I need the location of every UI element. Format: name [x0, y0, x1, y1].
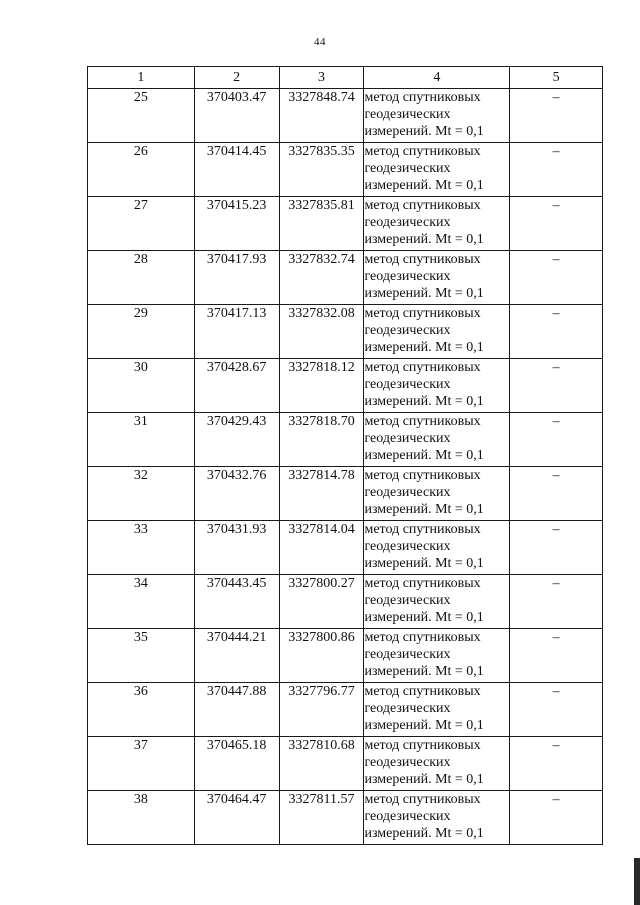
point-number-cell: 30 [88, 359, 195, 413]
method-cell: метод спутниковых геодезических измерений. Mt = 0,1 [364, 359, 510, 413]
point-number-cell: 36 [88, 683, 195, 737]
y-coordinate-cell: 3327796.77 [279, 683, 364, 737]
coordinates-table [87, 66, 603, 845]
method-cell: метод спутниковых геодезических измерений. Mt = 0,1 [364, 251, 510, 305]
point-number-cell: 35 [88, 629, 195, 683]
column-header-1: 1 [88, 67, 195, 89]
y-coordinate-cell: 3327811.57 [279, 791, 364, 845]
table-row [88, 521, 603, 575]
x-coordinate-cell: 370431.93 [194, 521, 279, 575]
method-cell: метод спутниковых геодезических измерений. Mt = 0,1 [364, 521, 510, 575]
y-coordinate-cell: 3327832.08 [279, 305, 364, 359]
method-cell: метод спутниковых геодезических измерений. Mt = 0,1 [364, 143, 510, 197]
y-coordinate-cell: 3327818.70 [279, 413, 364, 467]
scan-edge-mark [634, 858, 640, 905]
method-cell: метод спутниковых геодезических измерений. Mt = 0,1 [364, 197, 510, 251]
method-cell: метод спутниковых геодезических измерений. Mt = 0,1 [364, 737, 510, 791]
point-number-cell: 33 [88, 521, 195, 575]
method-cell: метод спутниковых геодезических измерений. Mt = 0,1 [364, 683, 510, 737]
point-number-cell: 38 [88, 791, 195, 845]
x-coordinate-cell: 370429.43 [194, 413, 279, 467]
table-row [88, 737, 603, 791]
table-row [88, 305, 603, 359]
page-number: 44 [314, 36, 326, 48]
method-cell: метод спутниковых геодезических измерений. Mt = 0,1 [364, 791, 510, 845]
x-coordinate-cell: 370465.18 [194, 737, 279, 791]
note-cell: – [510, 359, 603, 413]
x-coordinate-cell: 370417.93 [194, 251, 279, 305]
point-number-cell: 27 [88, 197, 195, 251]
point-number-cell: 37 [88, 737, 195, 791]
note-cell: – [510, 143, 603, 197]
point-number-cell: 25 [88, 89, 195, 143]
point-number-cell: 29 [88, 305, 195, 359]
column-header-4: 4 [364, 67, 510, 89]
note-cell: – [510, 305, 603, 359]
note-cell: – [510, 251, 603, 305]
table-row [88, 359, 603, 413]
y-coordinate-cell: 3327814.04 [279, 521, 364, 575]
note-cell: – [510, 413, 603, 467]
table-row [88, 683, 603, 737]
note-cell: – [510, 521, 603, 575]
y-coordinate-cell: 3327818.12 [279, 359, 364, 413]
table-row [88, 575, 603, 629]
y-coordinate-cell: 3327800.86 [279, 629, 364, 683]
point-number-cell: 34 [88, 575, 195, 629]
method-cell: метод спутниковых геодезических измерений. Mt = 0,1 [364, 629, 510, 683]
table-row [88, 251, 603, 305]
x-coordinate-cell: 370415.23 [194, 197, 279, 251]
y-coordinate-cell: 3327814.78 [279, 467, 364, 521]
x-coordinate-cell: 370432.76 [194, 467, 279, 521]
note-cell: – [510, 791, 603, 845]
table-body [88, 89, 603, 845]
point-number-cell: 32 [88, 467, 195, 521]
x-coordinate-cell: 370428.67 [194, 359, 279, 413]
x-coordinate-cell: 370414.45 [194, 143, 279, 197]
column-header-2: 2 [194, 67, 279, 89]
method-cell: метод спутниковых геодезических измерений. Mt = 0,1 [364, 575, 510, 629]
note-cell: – [510, 575, 603, 629]
x-coordinate-cell: 370464.47 [194, 791, 279, 845]
note-cell: – [510, 467, 603, 521]
note-cell: – [510, 89, 603, 143]
y-coordinate-cell: 3327810.68 [279, 737, 364, 791]
method-cell: метод спутниковых геодезических измерений. Mt = 0,1 [364, 467, 510, 521]
note-cell: – [510, 197, 603, 251]
x-coordinate-cell: 370447.88 [194, 683, 279, 737]
y-coordinate-cell: 3327800.27 [279, 575, 364, 629]
y-coordinate-cell: 3327848.74 [279, 89, 364, 143]
table-row [88, 143, 603, 197]
table-row [88, 413, 603, 467]
note-cell: – [510, 737, 603, 791]
point-number-cell: 26 [88, 143, 195, 197]
note-cell: – [510, 683, 603, 737]
column-header-3: 3 [279, 67, 364, 89]
table-row [88, 791, 603, 845]
method-cell: метод спутниковых геодезических измерений. Mt = 0,1 [364, 305, 510, 359]
table-row [88, 89, 603, 143]
y-coordinate-cell: 3327835.35 [279, 143, 364, 197]
x-coordinate-cell: 370444.21 [194, 629, 279, 683]
method-cell: метод спутниковых геодезических измерений. Mt = 0,1 [364, 413, 510, 467]
note-cell: – [510, 629, 603, 683]
x-coordinate-cell: 370417.13 [194, 305, 279, 359]
table-row [88, 197, 603, 251]
y-coordinate-cell: 3327835.81 [279, 197, 364, 251]
table-row [88, 629, 603, 683]
x-coordinate-cell: 370403.47 [194, 89, 279, 143]
table-row [88, 467, 603, 521]
column-header-5: 5 [510, 67, 603, 89]
y-coordinate-cell: 3327832.74 [279, 251, 364, 305]
point-number-cell: 31 [88, 413, 195, 467]
table-header-row [88, 67, 603, 89]
method-cell: метод спутниковых геодезических измерений. Mt = 0,1 [364, 89, 510, 143]
x-coordinate-cell: 370443.45 [194, 575, 279, 629]
point-number-cell: 28 [88, 251, 195, 305]
